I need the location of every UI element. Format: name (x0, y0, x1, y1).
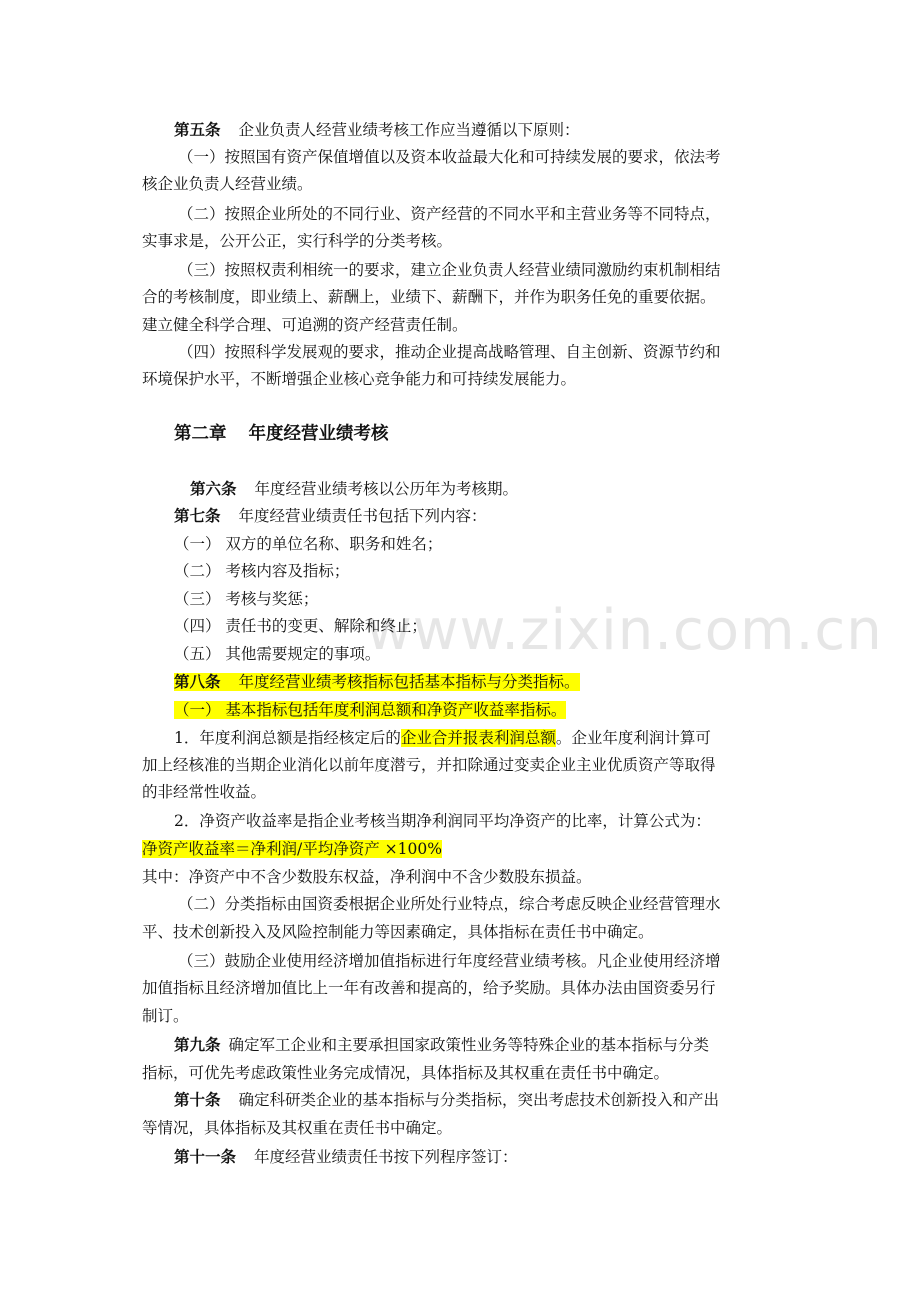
article-8-highlight (174, 673, 580, 691)
article-5-text: 企业负责人经营业绩考核工作应当遵循以下原则： (238, 121, 580, 139)
article-7-title: 第七条 (174, 507, 221, 525)
article-10-line-1 (174, 1089, 719, 1111)
chapter-2-title: 年度经营业绩考核 (248, 424, 389, 444)
article-6-title: 第六条 (190, 480, 237, 498)
article-11-text: 年度经营业绩责任书按下列程序签订： (254, 1148, 518, 1166)
article-8-subclause-1 (174, 699, 566, 721)
article-10-title: 第十条 (174, 1091, 221, 1109)
article-5-clause-1-line-1: （一）按照国有资产保值增值以及资本收益最大化和可持续发展的要求，依法考 (178, 148, 721, 166)
article-8-item-1-line-1 (174, 727, 711, 749)
article-7-item: （四） 责任书的变更、解除和终止； (174, 617, 427, 635)
article-8-heading (174, 671, 580, 693)
article-8-item-1-line-3: 的非经常性收益。 (142, 783, 267, 801)
article-8-text: 年度经营业绩考核指标包括基本指标与分类指标。 (238, 673, 580, 691)
article-6-text: 年度经营业绩考核以公历年为考核期。 (254, 480, 519, 498)
article-5-clause-2-line-1: （二）按照企业所处的不同行业、资产经营的不同水平和主营业务等不同特点， (178, 205, 721, 223)
article-8-subclause-2-line-1: （二）分类指标由国资委根据企业所处行业特点，综合考虑反映企业经营管理水 (178, 895, 721, 913)
article-5-clause-2-line-2: 实事求是，公开公正，实行科学的分类考核。 (142, 232, 453, 250)
article-8-subclause-3-line-3: 制订。 (142, 1007, 189, 1025)
article-9-text: 确定军工企业和主要承担国家政策性业务等特殊企业的基本指标与分类 (228, 1036, 710, 1054)
item-1-highlight: 企业合并报表利润总额 (400, 729, 556, 747)
article-11-title: 第十一条 (174, 1148, 237, 1166)
article-5-clause-3-line-3: 建立健全科学合理、可追溯的资产经营责任制。 (142, 316, 468, 334)
article-5-clause-3-line-2: 合的考核制度，即业绩上、薪酬上，业绩下、薪酬下，并作为职务任免的重要依据。 (142, 288, 716, 306)
item-1-prefix: 1．年度利润总额是指经核定后的 (174, 729, 401, 747)
article-5-title: 第五条 (174, 121, 221, 139)
article-7-item: （三） 考核与奖惩； (174, 590, 319, 608)
article-7-text: 年度经营业绩责任书包括下列内容： (238, 507, 487, 525)
article-8-subclause-1-text: （一） 基本指标包括年度利润总额和净资产收益率指标。 (174, 701, 567, 719)
article-8-title: 第八条 (174, 673, 221, 691)
article-8-subclause-3-line-1: （三）鼓励企业使用经济增加值指标进行年度经营业绩考核。凡企业使用经济增 (178, 952, 721, 970)
article-9-line-2: 指标，可优先考虑政策性业务完成情况，具体指标及其权重在责任书中确定。 (142, 1064, 670, 1082)
article-5-clause-1-line-2: 核企业负责人经营业绩。 (142, 175, 313, 193)
article-9-line-1 (174, 1034, 709, 1056)
article-7-item: （二） 考核内容及指标； (174, 562, 350, 580)
chapter-2-heading (174, 421, 389, 447)
article-10-text: 确定科研类企业的基本指标与分类指标，突出考虑技术创新投入和产出 (238, 1091, 720, 1109)
article-5-clause-4-line-2: 环境保护水平，不断增强企业核心竞争能力和可持续发展能力。 (142, 370, 577, 388)
article-6 (190, 478, 518, 500)
article-5-clause-3-line-1: （三）按照权责利相统一的要求，建立企业负责人经营业绩同激励约束机制相结 (178, 261, 721, 279)
article-5-heading (174, 119, 580, 141)
article-7-heading (174, 505, 487, 527)
formula-text: 净资产收益率＝净利润/平均净资产 ×100% (142, 840, 442, 858)
item-1-suffix: 。企业年度利润计算可 (555, 729, 711, 747)
formula (142, 838, 442, 860)
article-11 (174, 1146, 518, 1168)
article-9-title: 第九条 (174, 1036, 221, 1054)
article-8-subclause-3-line-2: 加值指标且经济增加值比上一年有改善和提高的，给予奖励。具体办法由国资委另行 (142, 979, 716, 997)
chapter-2-number: 第二章 (174, 424, 227, 444)
article-8-item-2-line-1: 2．净资产收益率是指企业考核当期净利润同平均净资产的比率，计算公式为： (174, 812, 711, 830)
article-5-clause-4-line-1: （四）按照科学发展观的要求，推动企业提高战略管理、自主创新、资源节约和 (178, 343, 721, 361)
article-7-item: （一） 双方的单位名称、职务和姓名； (174, 535, 443, 553)
article-10-line-2: 等情况，具体指标及其权重在责任书中确定。 (142, 1119, 453, 1137)
article-7-item: （五） 其他需要规定的事项。 (174, 645, 381, 663)
article-8-item-1-line-2: 加上经核准的当期企业消化以前年度潜亏，并扣除通过变卖企业主业优质资产等取得 (142, 756, 716, 774)
watermark: www.zixin.com.cn (366, 598, 883, 663)
formula-note: 其中：净资产中不含少数股东权益，净利润中不含少数股东损益。 (142, 868, 592, 886)
article-8-subclause-2-line-2: 平、技术创新投入及风险控制能力等因素确定，具体指标在责任书中确定。 (142, 923, 654, 941)
